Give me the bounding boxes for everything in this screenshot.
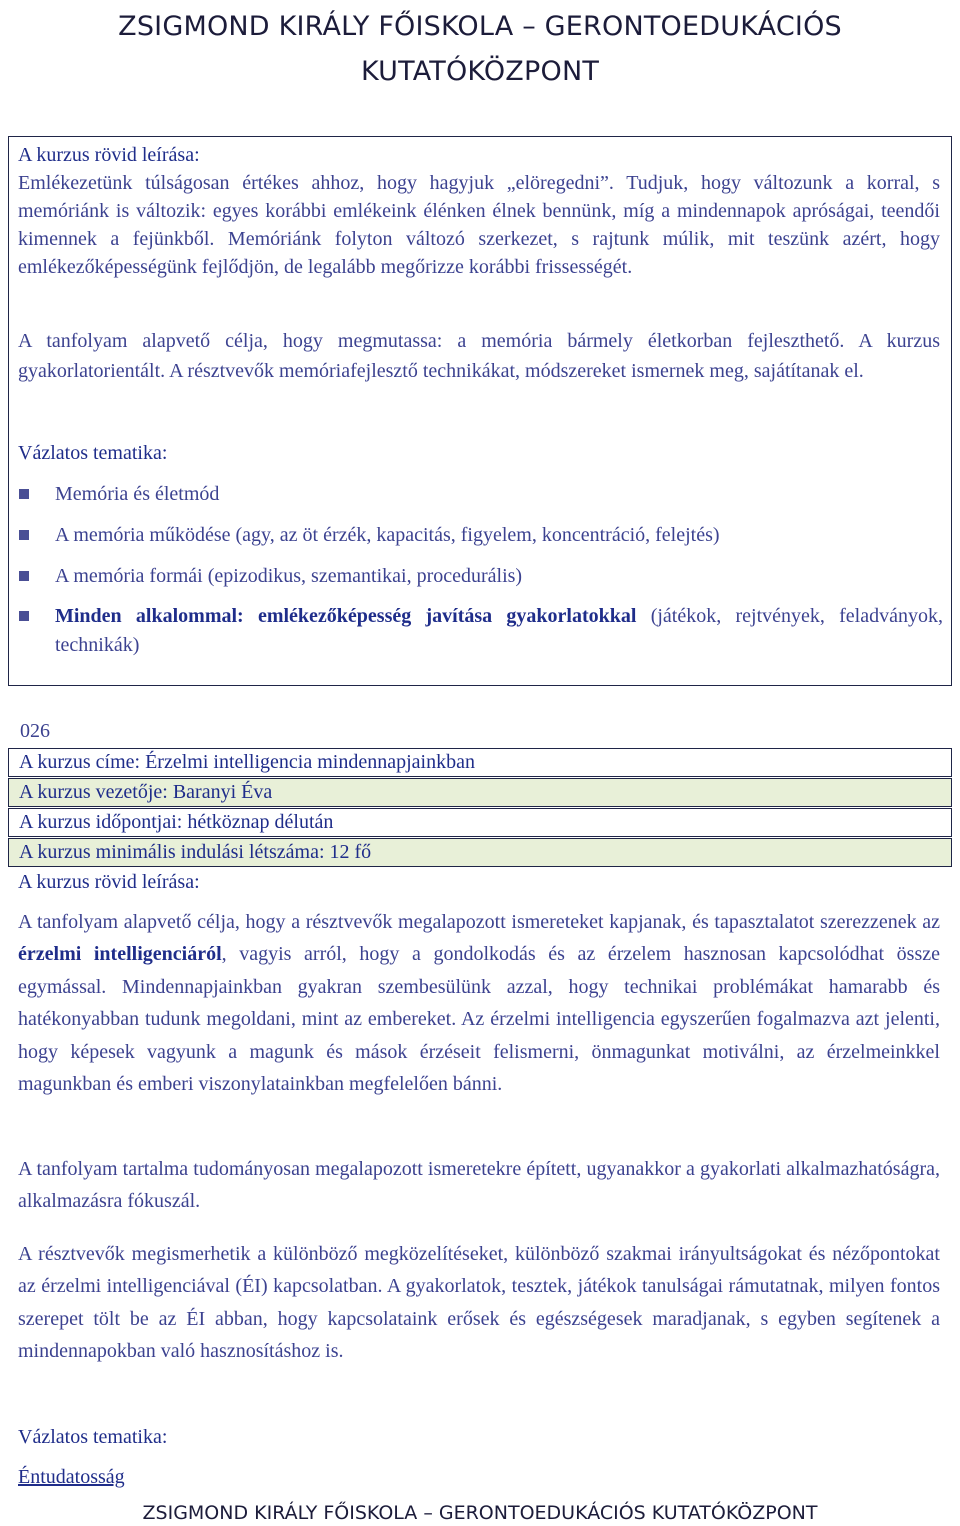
course-1-outline-label: Vázlatos tematika: bbox=[18, 442, 168, 464]
course-number: 026 bbox=[20, 720, 50, 742]
course-2-description-p2: A tanfolyam tartalma tudományosan megalapozott ismeretekre épített, ugyanakkor a gyakorlati alkalmazhatóságra, alkalmazásra fókuszál. bbox=[18, 1158, 940, 1213]
course-2-description-label: A kurzus rövid leírása: bbox=[18, 871, 200, 893]
outline-item-bold: Minden alkalommal: emlékezőképesség javítása gyakorlatokkal bbox=[55, 605, 637, 627]
bullet-icon bbox=[18, 610, 30, 622]
course-title-row: A kurzus címe: Érzelmi intelligencia mindennapjainkban bbox=[8, 748, 952, 777]
p1-part-b: , vagyis arról, hogy a gondolkodás és az érzelem hasznosan kapcsolódhat össze egymással. Mindennapjainkban gyakran szembesülünk azzal, hogy technikai problémákat hamarabb és hatékonyabban tudunk megoldani, mint az embereket. Az érzelmi intelligencia egyszerűen fogalmazva azt jelenti, hogy képesek vagyunk a magunk és mások érzéseit felismerni, önmagunkat motiválni, az érzelmeinkkel magunkban és emberi viszonylatainkban megfelelően bánni. bbox=[18, 943, 940, 1096]
bullet-icon bbox=[18, 529, 30, 541]
outline-item-last bbox=[55, 602, 943, 660]
course-2-outline-label: Vázlatos tematika: bbox=[18, 1426, 168, 1448]
course-minimum-row: A kurzus minimális indulási létszáma: 12 fő bbox=[8, 838, 952, 867]
course-time-row: A kurzus időpontjai: hétköznap délután bbox=[8, 808, 952, 837]
outline-item: A memória formái (epizodikus, szemantikai, procedurális) bbox=[55, 565, 523, 587]
page-footer: ZSIGMOND KIRÁLY FŐISKOLA – GERONTOEDUKÁCIÓS KUTATÓKÖZPONT bbox=[142, 1502, 818, 1524]
course-1-description-p2: A tanfolyam alapvető célja, hogy megmutassa: a memória bármely életkorban fejleszthető. A kurzus gyakorlatorientált. A résztvevők memóriafejlesztő technikákat, módszereket ismernek meg, sajátítanak el. bbox=[18, 330, 940, 382]
p1-bold: érzelmi intelligenciáról bbox=[18, 943, 222, 966]
page-header bbox=[0, 4, 960, 94]
outline-item: Memória és életmód bbox=[55, 483, 220, 505]
course-1-description-p1: Emlékezetünk túlságosan értékes ahhoz, hogy hagyjuk „elöregedni”. Tudjuk, hogy változunk a korral, s memóriánk is változik: egyes korábbi emlékeink élénken élnek bennünk, míg a mindennapok apróságai, teendői kimennek a fejünkből. Memóriánk folyton változó szerkezet, s rajtunk múlik, mit teszünk azért, hogy emlékezőképességünk fejlődjön, de legalább megőrizze korábbi frissességét. bbox=[18, 172, 940, 278]
course-2-outline-first: Éntudatosság bbox=[18, 1466, 125, 1488]
course-2-description-p1 bbox=[18, 906, 940, 1100]
p1-part-a: A tanfolyam alapvető célja, hogy a résztvevők megalapozott ismereteket kapjanak, és tapasztalatot szerezzenek az bbox=[18, 911, 940, 933]
bullet-icon bbox=[18, 488, 30, 500]
course-leader-row: A kurzus vezetője: Baranyi Éva bbox=[8, 778, 952, 807]
outline-item: A memória működése (agy, az öt érzék, kapacitás, figyelem, koncentráció, felejtés) bbox=[55, 524, 720, 546]
header-line-1: ZSIGMOND KIRÁLY FŐISKOLA – GERONTOEDUKÁCIÓS bbox=[118, 11, 842, 42]
bullet-icon bbox=[18, 570, 30, 582]
header-line-2: KUTATÓKÖZPONT bbox=[360, 56, 600, 87]
course-1-description-label: A kurzus rövid leírása: bbox=[18, 144, 200, 166]
course-2-description-p3: A résztvevők megismerhetik a különböző megközelítéseket, különböző szakmai irányultságokat és nézőpontokat az érzelmi intelligenciával (ÉI) kapcsolatban. A gyakorlatok, tesztek, játékok tanulságai rámutatnak, milyen fontos szerepet tölt be az ÉI abban, hogy kapcsolataink erősek és egészségesek maradjanak, s egyben segítenek a mindennapokban való hasznosításhoz is. bbox=[18, 1243, 940, 1363]
outline-item-rest: (játékok, rejtvények, feladványok, technikák) bbox=[55, 605, 943, 656]
